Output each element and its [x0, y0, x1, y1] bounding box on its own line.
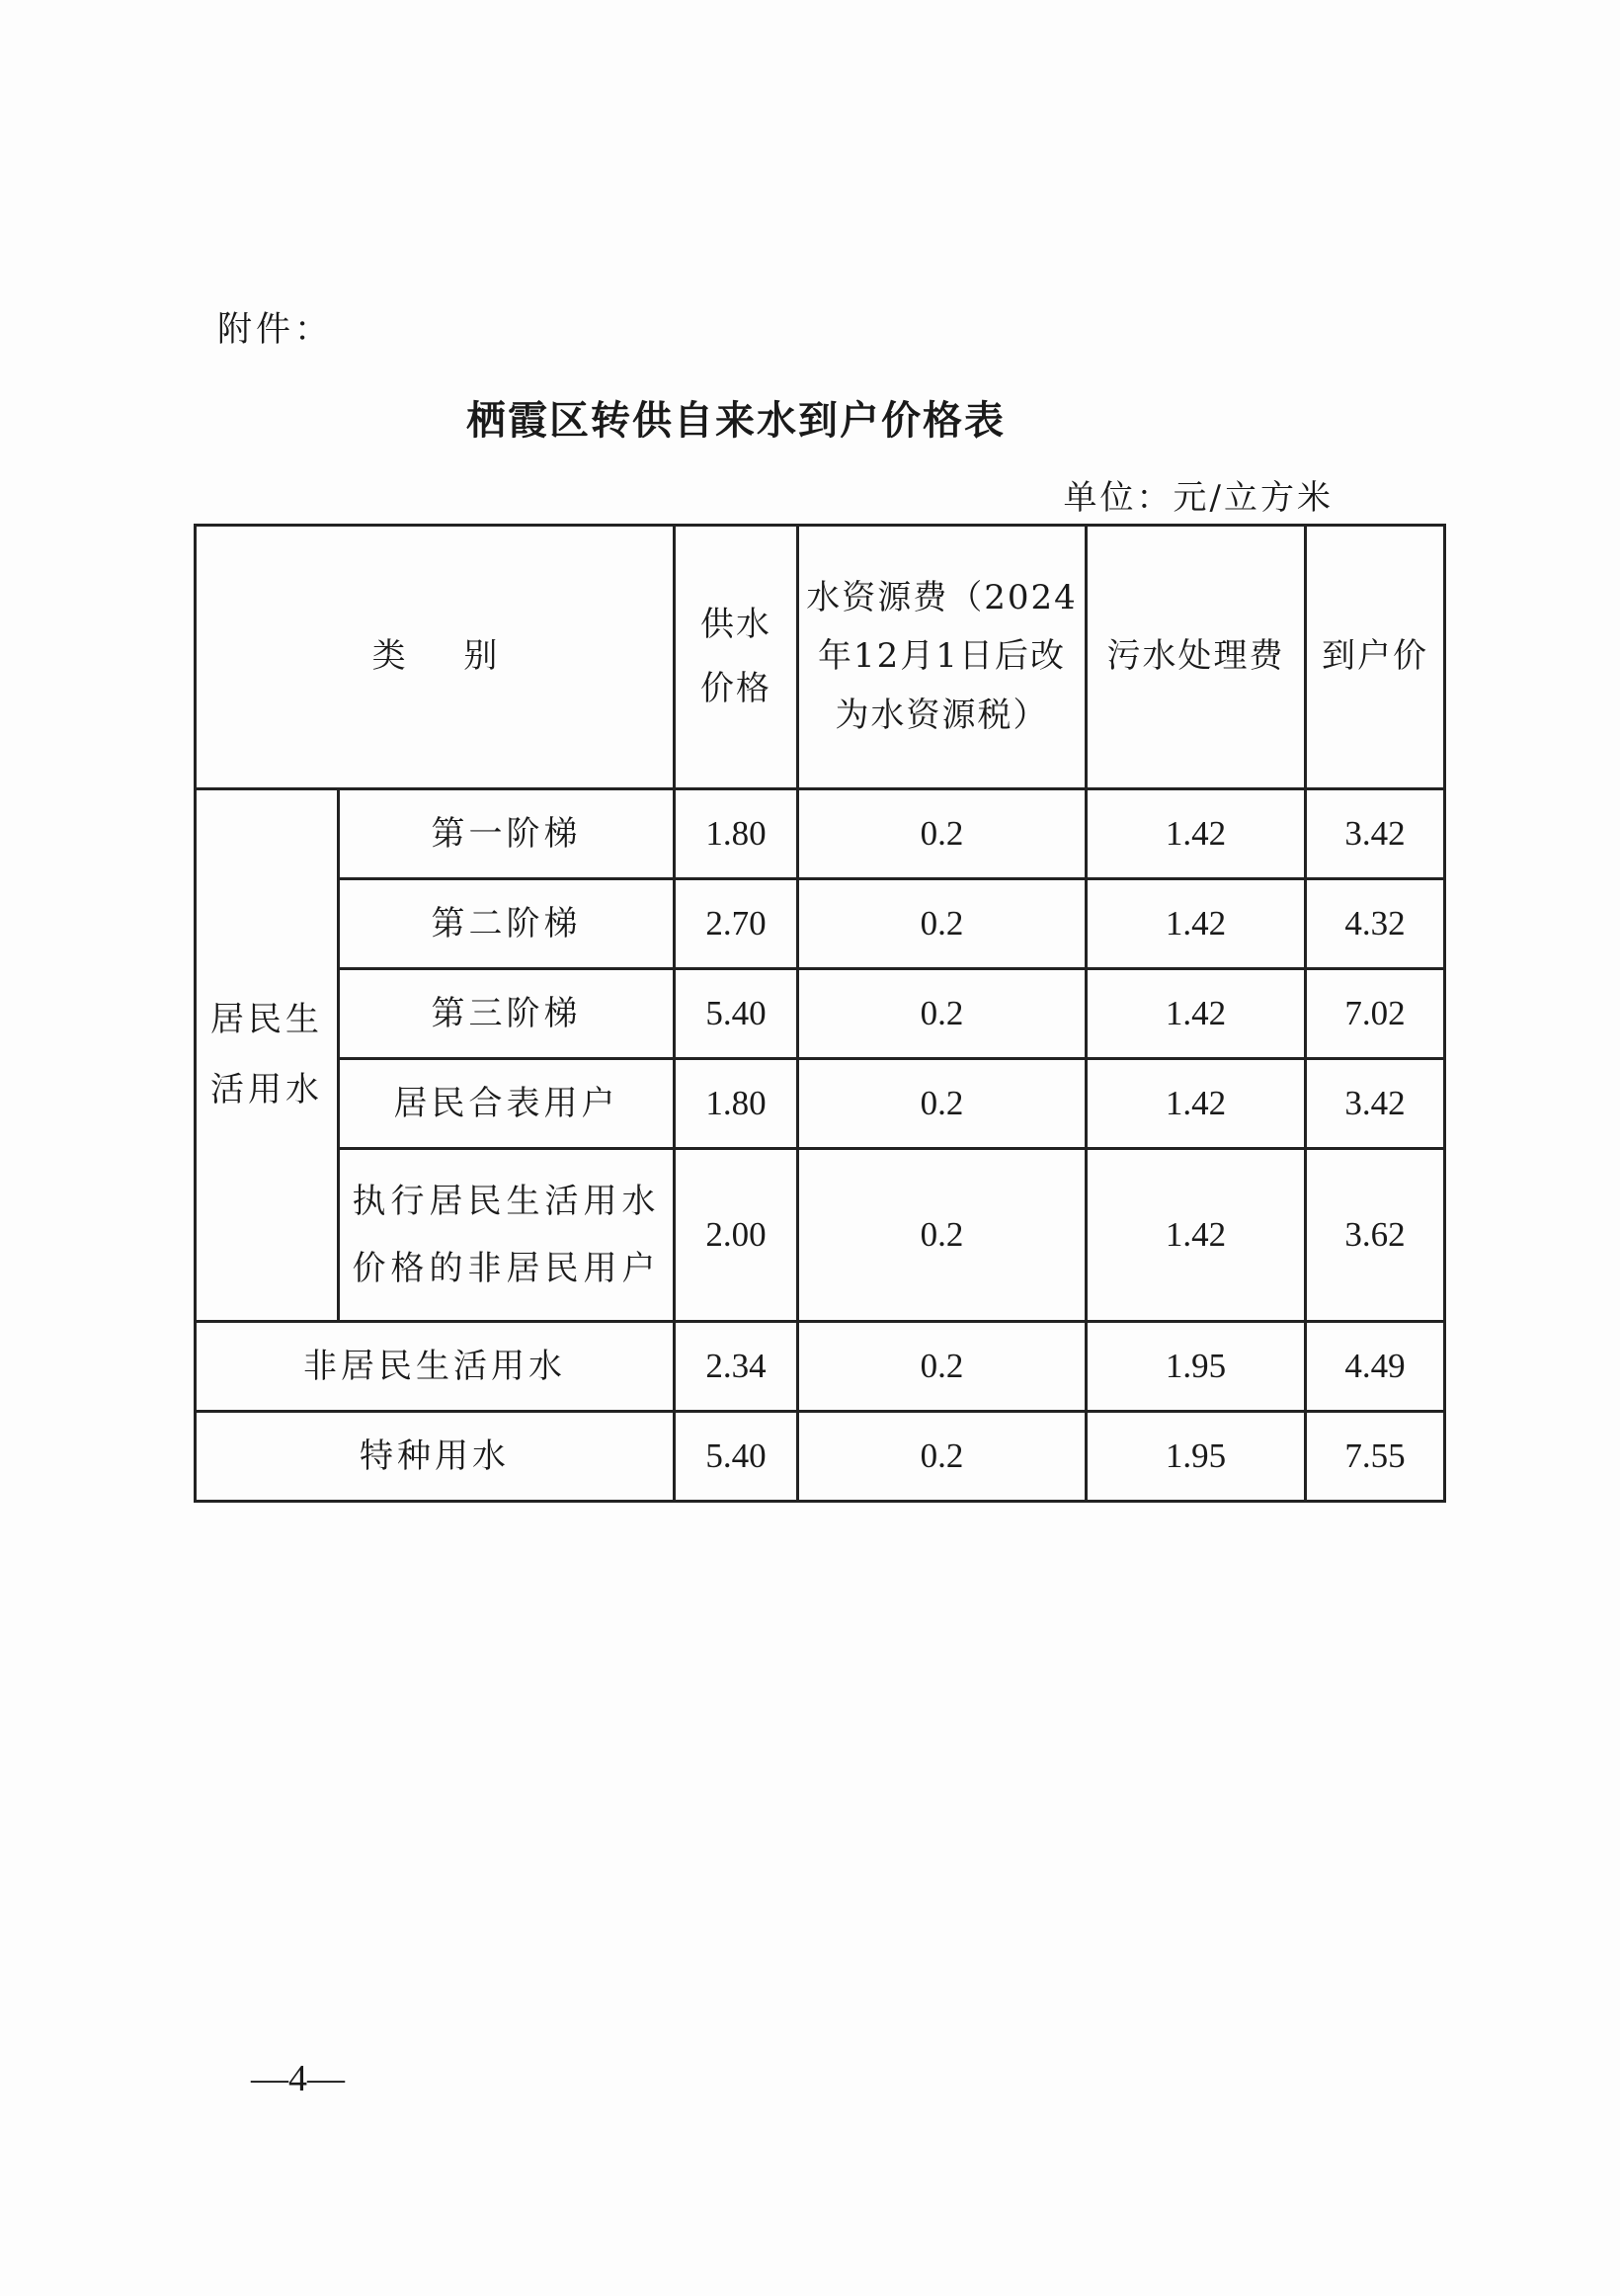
- total-price-cell: 3.62: [1306, 1149, 1445, 1322]
- unit-label: 单位：元/立方米: [1063, 478, 1334, 518]
- table-row: [196, 879, 1445, 969]
- sewage-fee-cell: 1.95: [1087, 1412, 1306, 1502]
- category-label: 非居民生活用水: [196, 1322, 675, 1412]
- tier-label-line: 执行居民生活用水: [352, 1182, 661, 1221]
- supply-price-cell: 2.00: [675, 1149, 798, 1322]
- table-row: [196, 1322, 1445, 1412]
- total-price-cell: 7.02: [1306, 969, 1445, 1059]
- supply-price-cell: 5.40: [675, 1412, 798, 1502]
- resource-fee-cell: 0.2: [798, 969, 1087, 1059]
- resident-group-label: [196, 789, 339, 1322]
- table-row: [196, 1059, 1445, 1149]
- tier-label-line: 价格的非居民用户: [352, 1249, 661, 1288]
- table-row: [196, 1412, 1445, 1502]
- table-row: [196, 789, 1445, 879]
- header-resource-line: 水资源费（2024: [806, 577, 1078, 617]
- total-price-cell: 4.49: [1306, 1322, 1445, 1412]
- document-title: 栖霞区转供自来水到户价格表: [466, 398, 1006, 444]
- header-supply-price-line: 供水: [700, 605, 771, 645]
- sewage-fee-cell: 1.42: [1087, 879, 1306, 969]
- resource-fee-cell: 0.2: [798, 1412, 1087, 1502]
- total-price-cell: 3.42: [1306, 789, 1445, 879]
- supply-price-cell: 2.70: [675, 879, 798, 969]
- supply-price-cell: 1.80: [675, 1059, 798, 1149]
- sewage-fee-cell: 1.42: [1087, 969, 1306, 1059]
- resource-fee-cell: 0.2: [798, 879, 1087, 969]
- resource-fee-cell: 0.2: [798, 1322, 1087, 1412]
- total-price-cell: 7.55: [1306, 1412, 1445, 1502]
- supply-price-cell: 1.80: [675, 789, 798, 879]
- header-supply-price: [675, 526, 798, 789]
- table-row: [196, 969, 1445, 1059]
- total-price-cell: 4.32: [1306, 879, 1445, 969]
- tier-label: 第三阶梯: [339, 969, 675, 1059]
- header-supply-price-line: 价格: [700, 669, 771, 708]
- tier-label: 第二阶梯: [339, 879, 675, 969]
- supply-price-cell: 5.40: [675, 969, 798, 1059]
- resource-fee-cell: 0.2: [798, 1149, 1087, 1322]
- table-row: [196, 1149, 1445, 1322]
- header-total-price: 到户价: [1306, 526, 1445, 789]
- category-label: 特种用水: [196, 1412, 675, 1502]
- sewage-fee-cell: 1.42: [1087, 1059, 1306, 1149]
- resource-fee-cell: 0.2: [798, 1059, 1087, 1149]
- resident-group-line: 居民生: [210, 999, 323, 1039]
- tier-label: 第一阶梯: [339, 789, 675, 879]
- resource-fee-cell: 0.2: [798, 789, 1087, 879]
- price-table: [194, 524, 1446, 1503]
- header-category: 类 别: [196, 526, 675, 789]
- header-resource-line: 年12月1日后改: [818, 636, 1066, 677]
- sewage-fee-cell: 1.42: [1087, 789, 1306, 879]
- supply-price-cell: 2.34: [675, 1322, 798, 1412]
- sewage-fee-cell: 1.95: [1087, 1322, 1306, 1412]
- attachment-label: 附件：: [217, 310, 334, 350]
- total-price-cell: 3.42: [1306, 1059, 1445, 1149]
- table-header-row: [196, 526, 1445, 789]
- page-number: —4—: [251, 2058, 345, 2099]
- header-water-resource-fee: [798, 526, 1087, 789]
- header-resource-line: 为水资源税）: [835, 695, 1049, 735]
- resident-group-line: 活用水: [210, 1070, 323, 1109]
- tier-label: [339, 1149, 675, 1322]
- tier-label: 居民合表用户: [339, 1059, 675, 1149]
- header-sewage-fee: 污水处理费: [1087, 526, 1306, 789]
- sewage-fee-cell: 1.42: [1087, 1149, 1306, 1322]
